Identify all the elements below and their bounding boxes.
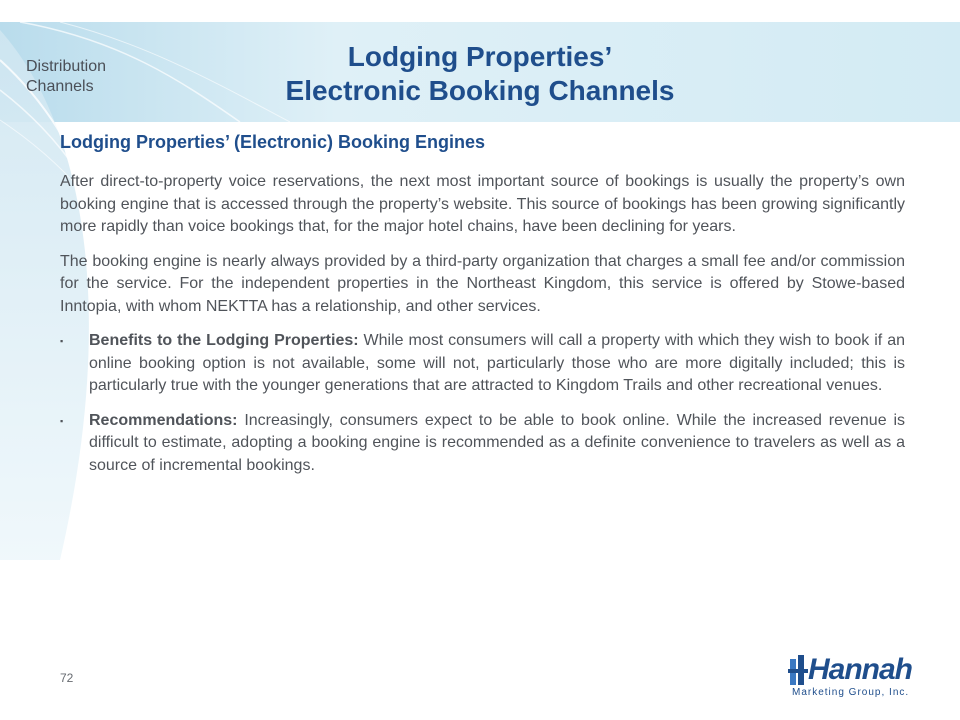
paragraph-third-party: The booking engine is nearly always provided by a third-party organization that charges a small fee and/or commission for the service. For the independent properties in the Northeast Kingdom, this service is offered by Stowe-based Inntopia, with whom NEKTTA has a relationship, and other services.	[60, 252, 905, 315]
bullet-marker-icon: ▪	[60, 415, 64, 426]
content-body	[60, 131, 905, 489]
slide-title-line1: Lodging Properties’	[347, 41, 613, 72]
bullet-marker-icon: ▪	[60, 336, 64, 346]
bullet-benefits-lead: Benefits to the Lodging Properties:	[89, 332, 359, 349]
slide-title	[150, 40, 810, 108]
page-number: 72	[60, 671, 74, 685]
paragraph-direct-booking: After direct-to-property voice reservations, the next most important source of bookings is usually the property’s own booking engine that is accessed through the property’s website. This source of bookings has been growing significantly more rapidly than voice bookings that, for the major hotel chains, have been declining for years.	[60, 173, 905, 235]
section-label-line1: Distribution	[26, 58, 107, 75]
logo-subtitle: Marketing Group, Inc.	[792, 687, 910, 698]
bullet-recommendations-lead: Recommendations:	[89, 411, 238, 429]
company-logo	[786, 651, 946, 701]
section-label-line2: Channels	[26, 78, 94, 95]
bullet-benefits-text: While most consumers will call a property with which they wish to book if an online booking option is not available, some will not, particularly those who are more digitally included; this is particularly true with the younger generations that are attracted to Kingdom Trails and other recreational venues.	[89, 332, 906, 394]
slide-title-line2: Electronic Booking Channels	[285, 75, 675, 106]
section-label	[26, 57, 106, 97]
bullet-benefits	[60, 330, 905, 398]
logo-wordmark: Hannah	[808, 653, 913, 686]
bullet-recommendations-text: Increasingly, consumers expect to be able to book online. While the increased revenue is difficult to estimate, adopting a booking engine is recommended as a definite convenience to travelers as well as a source of incremental bookings.	[89, 411, 905, 474]
content-subheading: Lodging Properties’ (Electronic) Booking Engines	[60, 132, 486, 152]
bullet-recommendations	[60, 410, 905, 478]
